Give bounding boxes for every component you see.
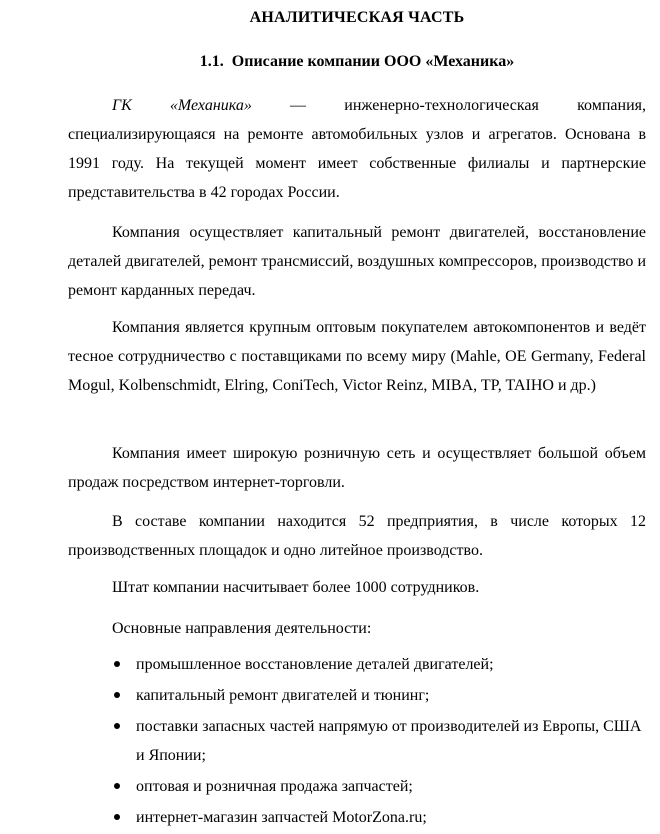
bullet-icon — [114, 692, 120, 698]
page-title: АНАЛИТИЧЕСКАЯ ЧАСТЬ — [249, 9, 465, 26]
paragraph-retail: Компания имеет широкую розничную сеть и осуществляет большой объем продаж посредством интернет-торговли. — [68, 445, 646, 491]
list-item: интернет-магазин запчастей MotorZona.ru; — [68, 803, 646, 832]
section-title — [68, 50, 646, 74]
paragraph-enterprises: В составе компании находится 52 предприятия, в числе которых 12 производственных площадок и одно литейное производство. — [68, 513, 646, 559]
bullet-icon — [114, 814, 120, 820]
bullet-icon — [114, 783, 120, 789]
paragraph-suppliers: Компания является крупным оптовым покупателем автокомпонентов и ведёт тесное сотрудничество с поставщиками по всему миру (Mahle, OE Germany, Federal Mogul, Kolbenschmidt, Elring, ConiTech, Victor Reinz, MIBA, TP, TAIHO и др.) — [68, 319, 646, 394]
paragraph-staff: Штат компании насчитывает более 1000 сотрудников. — [112, 579, 480, 596]
bullet-icon — [114, 661, 120, 667]
activities-list — [68, 650, 646, 834]
list-item: капитальный ремонт двигателей и тюнинг; — [68, 681, 646, 710]
paragraph-services: Компания осуществляет капитальный ремонт двигателей, восстановление деталей двигателей, ремонт трансмиссий, воздушных компрессоров, производство и ремонт карданных передач. — [68, 224, 646, 299]
list-item: оптовая и розничная продажа запчастей; — [68, 772, 646, 801]
bullet-icon — [114, 723, 120, 729]
paragraph-company-intro — [68, 91, 646, 207]
section-number: 1.1. — [199, 53, 224, 70]
paragraph-activities-intro: Основные направления деятельности: — [112, 620, 372, 637]
section-title-text: Описание компании ООО «Механика» — [231, 53, 515, 70]
list-item: промышленное восстановление деталей двигателей; — [68, 650, 646, 679]
company-name-italic: ГК «Механика» — [112, 97, 252, 114]
list-item: поставки запасных частей напрямую от производителей из Европы, США и Японии; — [68, 712, 646, 770]
company-intro-text: — инженерно-технологическая компания, специализирующаяся на ремонте автомобильных узлов и агрегатов. Основана в 1991 году. На текущей момент имеет собственные филиалы и партнерские представительства в 42 городах России. — [68, 97, 646, 201]
